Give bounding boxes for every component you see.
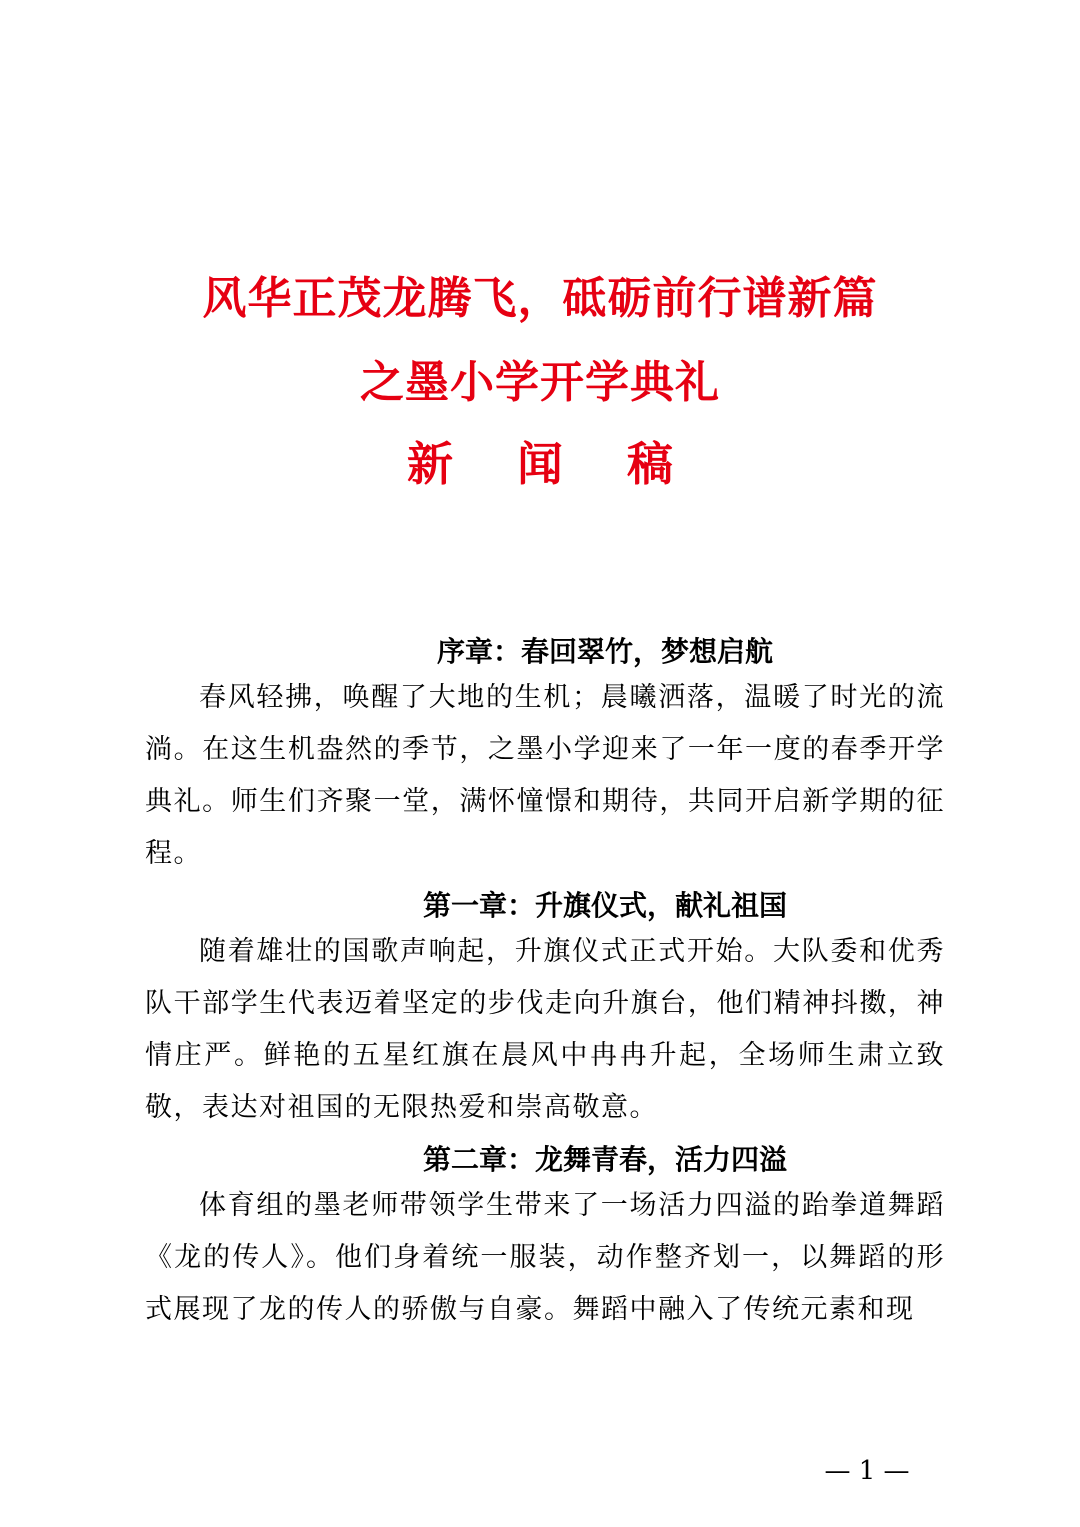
page-number: — 1 — [824, 1456, 910, 1486]
title-line-main: 风华正茂龙腾飞，砥砺前行谱新篇 [202, 273, 878, 324]
section-chapter-2 [145, 1140, 945, 1336]
section-heading: 序章：春回翠竹，梦想启航 [436, 635, 773, 668]
section-paragraph: 春风轻拂，唤醒了大地的生机；晨曦洒落，温暖了时光的流淌。在这生机盎然的季节，之墨小学迎来了一年一度的春季开学典礼。师生们齐聚一堂，满怀憧憬和期待，共同开启新学期的征程。 [145, 682, 945, 869]
section-heading: 第二章：龙舞青春，活力四溢 [422, 1143, 787, 1176]
title-line-school-event: 之墨小学开学典礼 [360, 357, 720, 408]
section-paragraph: 随着雄壮的国歌声响起，升旗仪式正式开始。大队委和优秀队干部学生代表迈着坚定的步伐走向升旗台，他们精神抖擞，神情庄严。鲜艳的五星红旗在晨风中冉冉升起，全场师生肃立致敬，表达对祖国的无限热爱和崇高敬意。 [145, 936, 945, 1123]
section-heading: 第一章：升旗仪式，献礼祖国 [422, 889, 787, 922]
title-line-doc-type: 新闻稿 [407, 437, 737, 491]
section-paragraph: 体育组的墨老师带领学生带来了一场活力四溢的跆拳道舞蹈《龙的传人》。他们身着统一服装，动作整齐划一，以舞蹈的形式展现了龙的传人的骄傲与自豪。舞蹈中融入了传统元素和现 [145, 1190, 945, 1325]
section-prologue [145, 632, 945, 880]
document-body [145, 632, 945, 1342]
section-chapter-1 [145, 886, 945, 1134]
